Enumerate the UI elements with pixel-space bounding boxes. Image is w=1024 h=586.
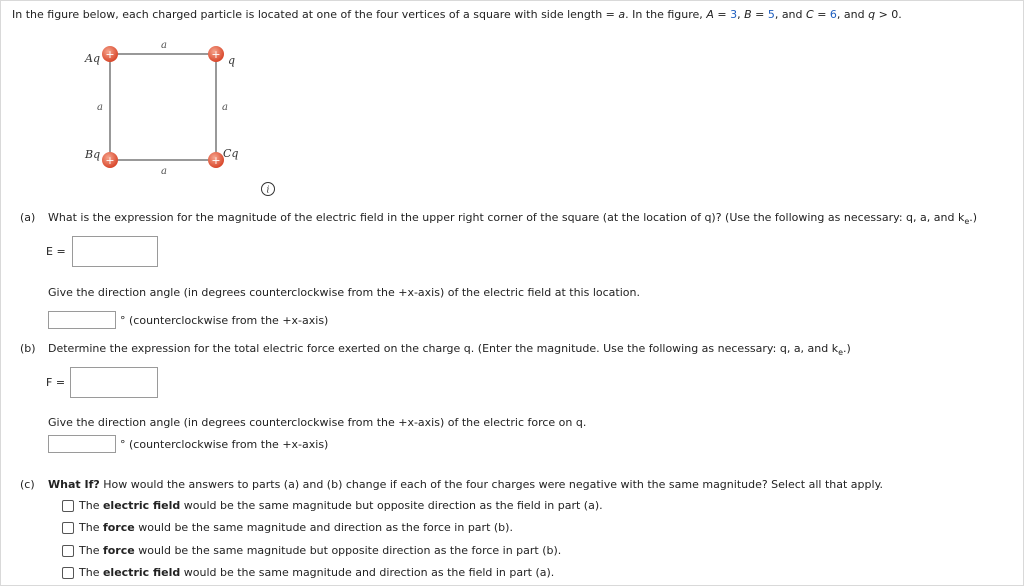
side-label-top: a (161, 40, 167, 51)
part-c-question (48, 478, 883, 491)
part-b-question-end: .) (843, 342, 851, 355)
option-3-label[interactable] (79, 544, 561, 557)
option-2-checkbox[interactable] (62, 522, 74, 534)
charge-bl-label: Bq (85, 148, 101, 161)
option-1-post: would be the same magnitude but opposite direction as the field in part (a). (180, 499, 603, 512)
charge-bottom-right (208, 147, 238, 168)
plus-icon: + (105, 48, 115, 61)
e-answer-input[interactable] (72, 236, 158, 267)
option-2-post: would be the same magnitude and direction as the force in part (b). (134, 521, 513, 534)
f-answer-input[interactable] (70, 367, 158, 398)
option-3-checkbox[interactable] (62, 545, 74, 557)
option-4-post: would be the same magnitude and direction as the field in part (a). (180, 566, 555, 579)
part-b-label: (b) (20, 342, 36, 355)
intro-eq1: = (713, 8, 731, 21)
side-label-right: a (222, 102, 228, 113)
part-c-label: (c) (20, 478, 35, 491)
info-icon[interactable] (260, 181, 276, 197)
charge-tl-label: Aq (85, 52, 100, 65)
charge-bottom-left (84, 148, 118, 168)
plus-icon: + (105, 154, 115, 167)
intro-eq3: = (813, 8, 830, 21)
part-b-direction-prompt: Give the direction angle (in degrees counterclockwise from the +x-axis) of the electric force on q. (48, 416, 587, 429)
option-1-bold: electric field (102, 499, 181, 512)
intro-B-value: 5 (767, 8, 775, 21)
charge-top-right (208, 46, 235, 67)
part-a-var: E = (46, 245, 66, 258)
option-4-pre: The (79, 566, 103, 579)
option-1-label[interactable] (79, 499, 603, 512)
f-angle-input[interactable] (48, 435, 116, 453)
intro-A-label: A (706, 8, 714, 21)
intro-C-label: C (806, 8, 814, 21)
intro-text (12, 8, 902, 21)
side-label-bottom: a (161, 166, 167, 177)
what-if-label: What If? (48, 478, 100, 491)
intro-prefix: In the figure below, each charged particle is located at one of the four vertices of a square with side length = (12, 8, 619, 21)
intro-B-label: B (744, 8, 752, 21)
intro-sep3: , and (836, 8, 869, 21)
part-a-question (48, 211, 977, 226)
option-4-bold: electric field (102, 566, 181, 579)
part-a-direction-prompt: Give the direction angle (in degrees counterclockwise from the +x-axis) of the electric field at this location. (48, 286, 640, 299)
charge-br-label: Cq (223, 147, 239, 160)
option-3-post: would be the same magnitude but opposite direction as the force in part (b). (134, 544, 562, 557)
e-angle-unit: ° (counterclockwise from the +x-axis) (120, 314, 329, 327)
intro-a: a (618, 8, 626, 21)
part-a-question-text: What is the expression for the magnitude of the electric field in the upper right corner of the square (at the location of q)? (Use the following as necessary: q, a, and k (48, 211, 965, 224)
info-glyph: i (266, 185, 270, 196)
f-angle-unit: ° (counterclockwise from the +x-axis) (120, 438, 329, 451)
charge-square-figure (70, 34, 260, 184)
square-outline (110, 54, 216, 160)
part-c-question-text: How would the answers to parts (a) and (b) change if each of the four charges were negative with the same magnitude? Select all that apply. (99, 478, 884, 491)
intro-sep2: , and (774, 8, 807, 21)
option-2-label[interactable] (79, 521, 513, 534)
option-3-pre: The (79, 544, 103, 557)
option-3-bold: force (102, 544, 135, 557)
charge-top-left (84, 46, 118, 65)
part-a-label: (a) (20, 211, 36, 224)
side-label-left: a (97, 102, 103, 113)
option-2-pre: The (79, 521, 103, 534)
option-2-bold: force (102, 521, 135, 534)
intro-sep1: , (737, 8, 745, 21)
part-b-question (48, 342, 851, 357)
e-angle-input[interactable] (48, 311, 116, 329)
part-b-sub: e (838, 348, 844, 358)
part-b-question-text: Determine the expression for the total electric force exerted on the charge q. (Enter the magnitude. Use the following as necessary: q, a, and k (48, 342, 839, 355)
part-a-question-end: .) (969, 211, 978, 224)
option-4-label[interactable] (79, 566, 554, 579)
part-a-sub: e (964, 217, 970, 227)
intro-tail: > 0. (875, 8, 902, 21)
plus-icon: + (211, 154, 221, 167)
intro-mid: . In the figure, (625, 8, 707, 21)
charge-tr-label: q (228, 54, 236, 67)
intro-eq2: = (751, 8, 768, 21)
part-b-var: F = (46, 376, 66, 389)
plus-icon: + (211, 48, 221, 61)
option-4-checkbox[interactable] (62, 567, 74, 579)
intro-C-value: 6 (829, 8, 837, 21)
intro-q: q (868, 8, 876, 21)
option-1-checkbox[interactable] (62, 500, 74, 512)
intro-A-value: 3 (730, 8, 738, 21)
option-1-pre: The (79, 499, 103, 512)
